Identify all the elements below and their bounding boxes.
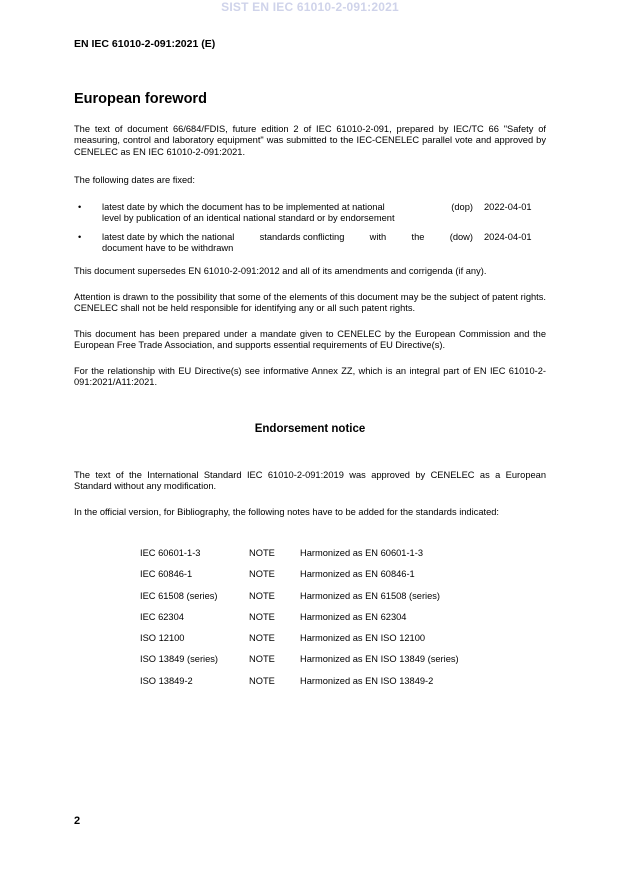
watermark: SIST EN IEC 61010-2-091:2021 (221, 0, 399, 14)
page-number: 2 (74, 815, 81, 827)
foreword-paragraph-1: The text of document 66/684/FDIS, future edition 2 of IEC 61010-2-091, prepared by IEC/TC 66 "Safety of measuring, control and laboratory equipment" was submitted to the IEC-CENELEC parallel vote and approved by CENELEC as EN IEC 61010-2-091:2021. (74, 124, 546, 157)
endorsement-title: Endorsement notice (254, 423, 366, 435)
foreword-paragraph-2: The following dates are fixed: (74, 175, 195, 185)
foreword-paragraph-5: This document has been prepared under a mandate given to CENELEC by the European Commission and the European Free Trade Association, and supports essential requirements of EU Directive(s). (74, 329, 546, 351)
foreword-paragraph-6: For the relationship with EU Directive(s) see informative Annex ZZ, which is an integral part of EN IEC 61010-2-091:2021/A11:2021. (74, 366, 546, 388)
foreword-title: European foreword (74, 91, 207, 107)
bullet-2-date: 2024-04-01 (484, 232, 532, 242)
bullet-2-line-2: document have to be withdrawn (102, 243, 234, 254)
endorsement-paragraph-2: In the official version, for Bibliography, the following notes have to be added for the standards indicated: (74, 507, 499, 517)
foreword-paragraph-3: This document supersedes EN 61010-2-091:2012 and all of its amendments and corrigenda (if any). (74, 266, 487, 276)
bullet-1-text (102, 202, 473, 225)
foreword-paragraph-4: Attention is drawn to the possibility that some of the elements of this document may be the subject of patent rights. CENELEC shall not be held responsible for identifying any or all such patent rights. (74, 292, 546, 314)
bullet-marker: • (78, 202, 82, 212)
document-header: EN IEC 61010-2-091:2021 (E) (74, 38, 216, 50)
bullet-2-text (102, 232, 473, 255)
bullet-1-line-2: level by publication of an identical national standard or by endorsement (102, 213, 395, 224)
bullet-1-line-1: latest date by which the document has to be implemented at national (dop) (102, 202, 473, 212)
bullet-marker: • (78, 232, 82, 242)
bullet-1-date: 2022-04-01 (484, 202, 532, 212)
endorsement-paragraph-1: The text of the International Standard IEC 61010-2-091:2019 was approved by CENELEC as a European Standard without any modification. (74, 470, 546, 492)
bullet-2-line-1: latest date by which the national standards conflicting with the (dow) (102, 232, 473, 242)
